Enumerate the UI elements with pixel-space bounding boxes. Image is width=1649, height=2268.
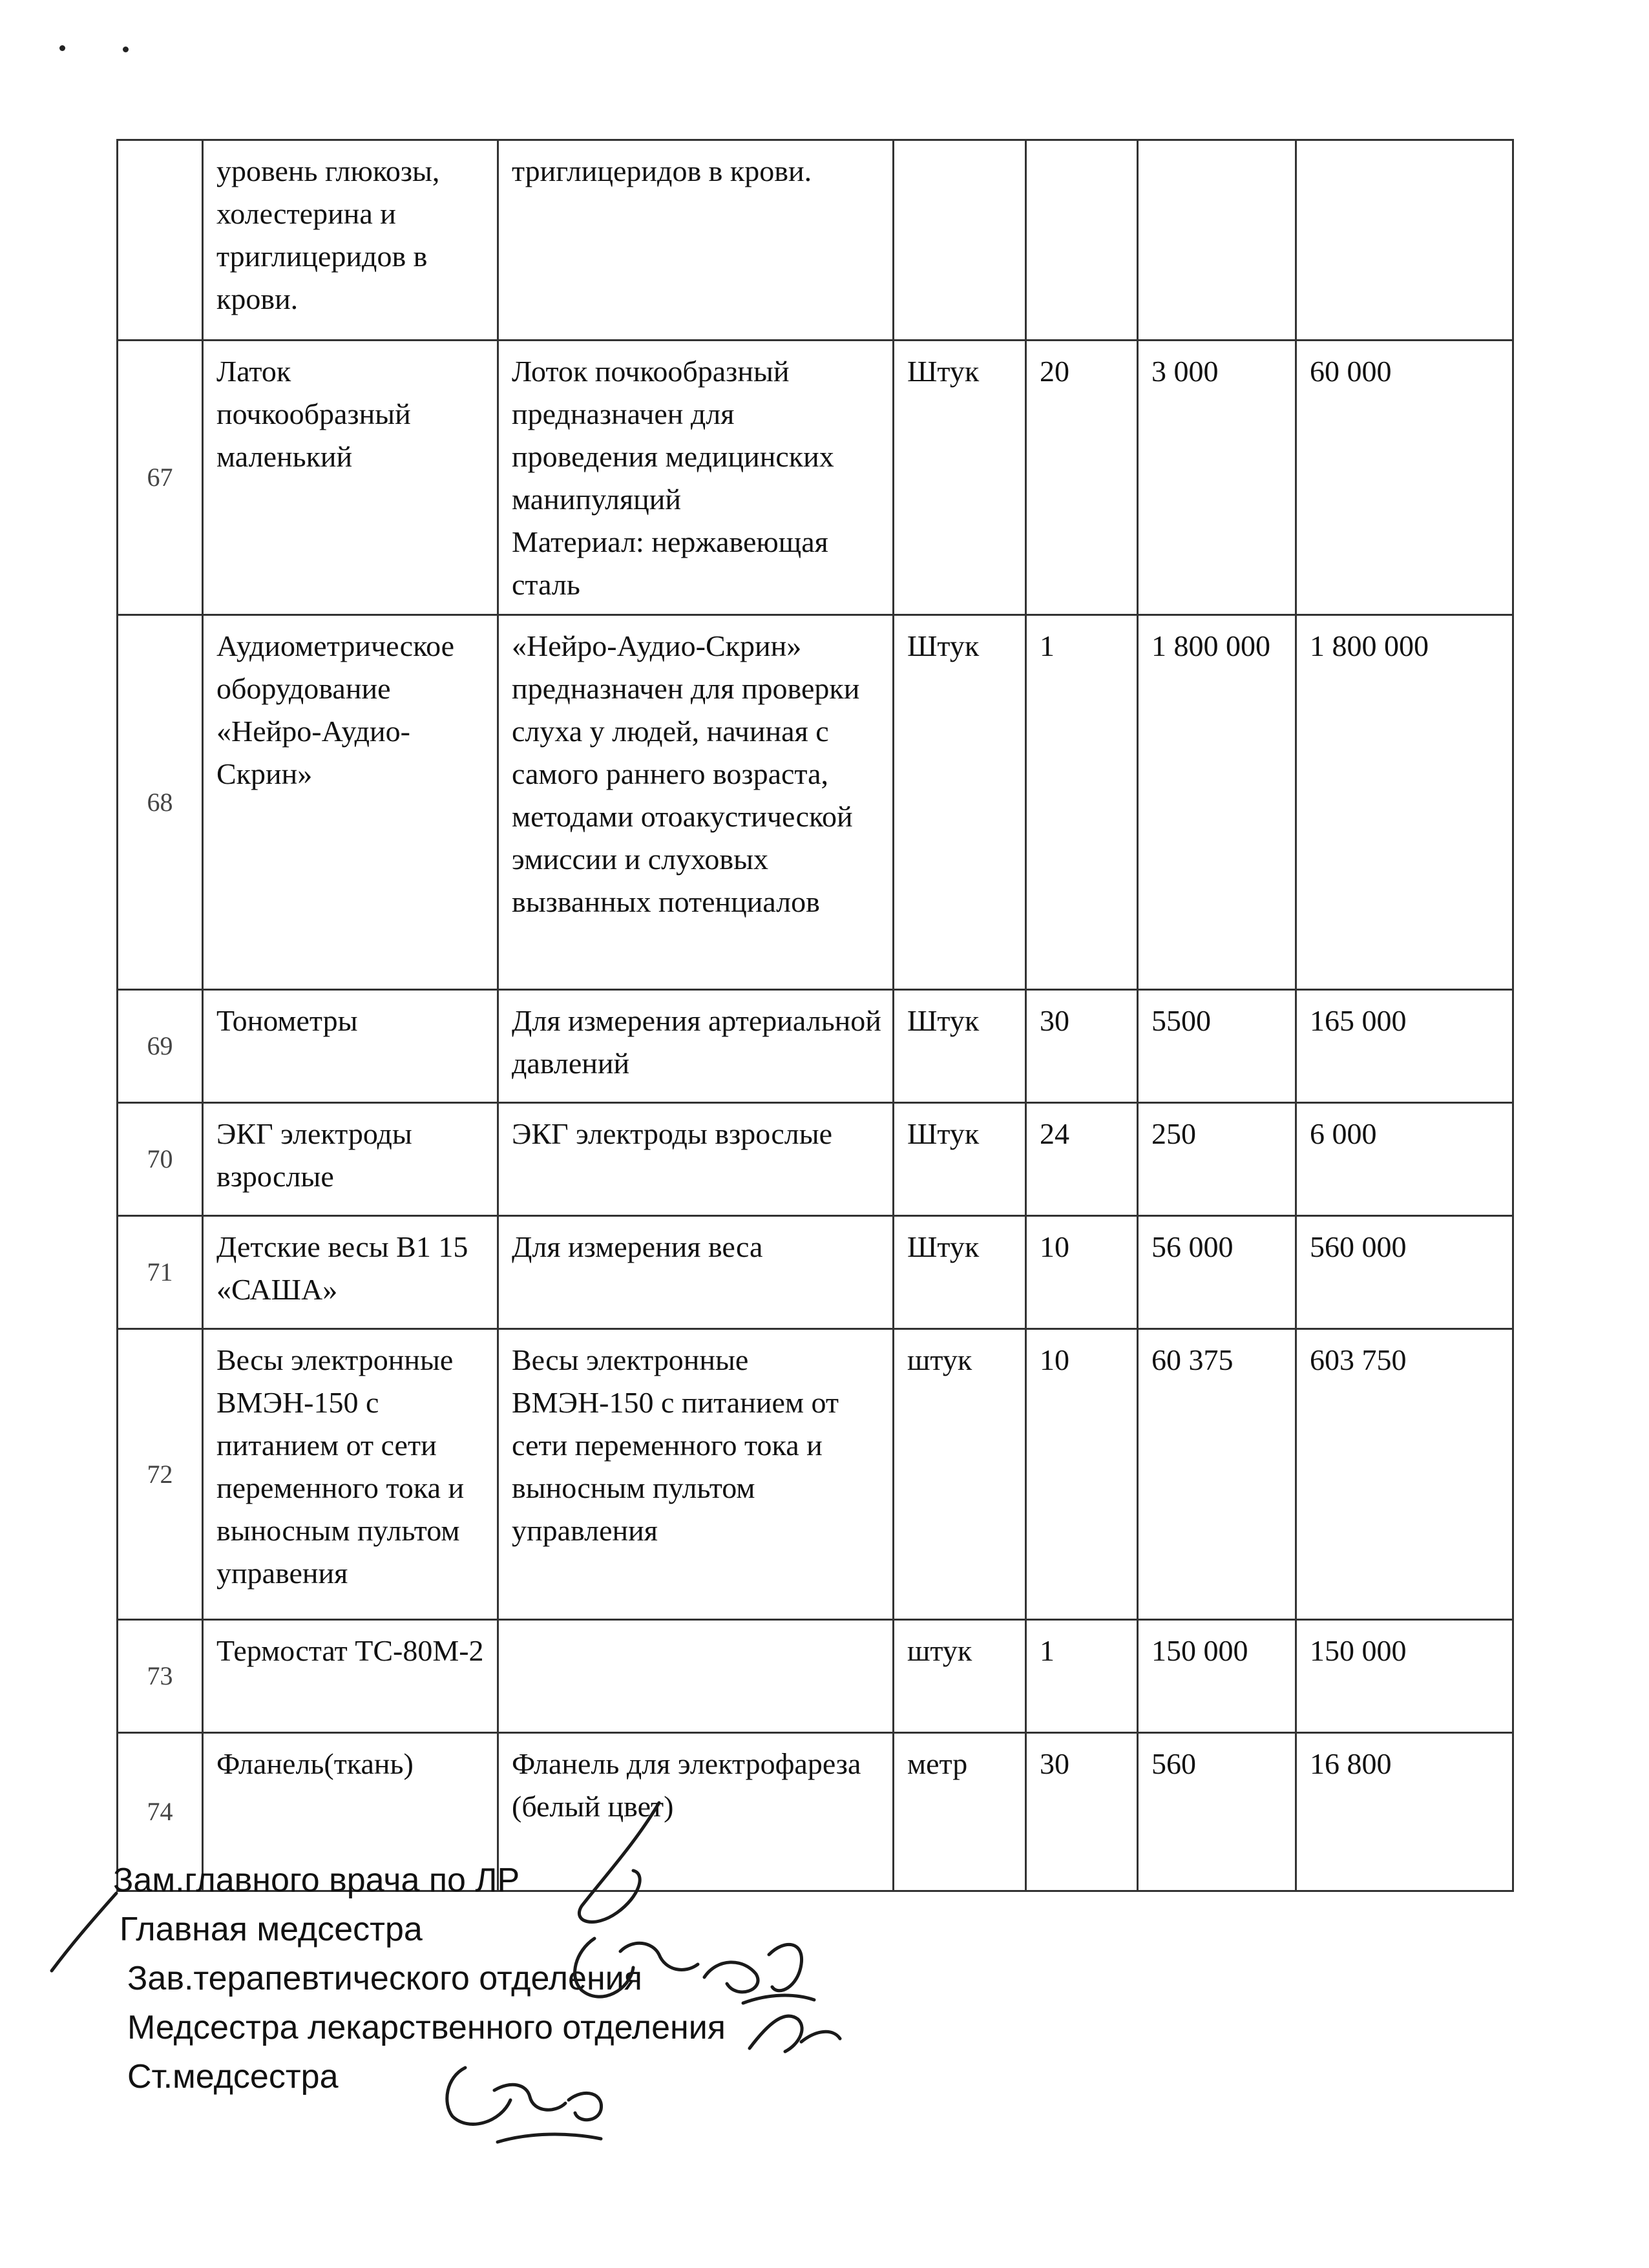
item-unit: штук bbox=[894, 1329, 1026, 1620]
table-row bbox=[118, 341, 1513, 615]
item-quantity: 1 bbox=[1026, 1620, 1138, 1733]
item-total bbox=[1296, 140, 1513, 341]
table-row bbox=[118, 1216, 1513, 1329]
item-name: уровень глюкозы, холестерина и триглицеридов в крови. bbox=[203, 140, 498, 341]
table-row bbox=[118, 1620, 1513, 1733]
item-name: Весы электронные ВМЭН-150 с питанием от сети переменного тока и выносным пультом управения bbox=[203, 1329, 498, 1620]
row-number: 70 bbox=[118, 1103, 203, 1216]
item-quantity: 20 bbox=[1026, 341, 1138, 615]
table-row bbox=[118, 990, 1513, 1103]
item-quantity: 10 bbox=[1026, 1329, 1138, 1620]
description-line: Материал: нержавеющая сталь bbox=[512, 525, 828, 601]
description-line: «Нейро-Аудио-Скрин» предназначен для проверки слуха у людей, начиная с самого раннего возраста, методами отоакустической эмиссии и слуховых вызванных потенциалов bbox=[512, 629, 860, 918]
item-quantity bbox=[1026, 140, 1138, 341]
item-quantity: 10 bbox=[1026, 1216, 1138, 1329]
row-number: 74 bbox=[118, 1733, 203, 1891]
item-description bbox=[498, 990, 894, 1103]
item-quantity: 30 bbox=[1026, 990, 1138, 1103]
signature-medication-nurse: Медсестра лекарственного отделения bbox=[127, 2009, 726, 2046]
item-name: Аудиометрическое оборудование «Нейро-Аудио-Скрин» bbox=[203, 615, 498, 990]
item-total: 560 000 bbox=[1296, 1216, 1513, 1329]
table-row bbox=[118, 615, 1513, 990]
item-description bbox=[498, 1620, 894, 1733]
item-unit: Штук bbox=[894, 1216, 1026, 1329]
item-description bbox=[498, 1103, 894, 1216]
row-number: 71 bbox=[118, 1216, 203, 1329]
table-row bbox=[118, 1329, 1513, 1620]
description-line: Весы электронные ВМЭН-150 с питанием от сети переменного тока и выносным пультом управления bbox=[512, 1343, 839, 1547]
item-total: 60 000 bbox=[1296, 341, 1513, 615]
item-price bbox=[1138, 140, 1296, 341]
item-description bbox=[498, 140, 894, 341]
item-unit: Штук bbox=[894, 990, 1026, 1103]
item-quantity: 24 bbox=[1026, 1103, 1138, 1216]
item-description bbox=[498, 1216, 894, 1329]
item-quantity: 1 bbox=[1026, 615, 1138, 990]
table-row bbox=[118, 1103, 1513, 1216]
item-name: Термостат ТС-80М-2 bbox=[203, 1620, 498, 1733]
item-name: Детские весы В1 15 «САША» bbox=[203, 1216, 498, 1329]
item-total: 165 000 bbox=[1296, 990, 1513, 1103]
signature-senior-nurse: Ст.медсестра bbox=[127, 2058, 339, 2095]
item-unit: Штук bbox=[894, 341, 1026, 615]
description-line: Для измерения веса bbox=[512, 1230, 763, 1263]
row-number: 68 bbox=[118, 615, 203, 990]
item-price: 1 800 000 bbox=[1138, 615, 1296, 990]
description-line: Лоток почкообразный предназначен для проведения медицинских манипуляций bbox=[512, 355, 834, 516]
supply-table bbox=[116, 139, 1514, 1892]
item-price: 60 375 bbox=[1138, 1329, 1296, 1620]
item-total: 6 000 bbox=[1296, 1103, 1513, 1216]
item-unit: штук bbox=[894, 1620, 1026, 1733]
item-price: 560 bbox=[1138, 1733, 1296, 1891]
row-number bbox=[118, 140, 203, 341]
description-line: триглицеридов в крови. bbox=[512, 154, 812, 187]
table-row bbox=[118, 140, 1513, 341]
item-unit: метр bbox=[894, 1733, 1026, 1891]
item-price: 250 bbox=[1138, 1103, 1296, 1216]
item-price: 56 000 bbox=[1138, 1216, 1296, 1329]
description-line: ЭКГ электроды взрослые bbox=[512, 1117, 833, 1150]
item-unit bbox=[894, 140, 1026, 341]
item-unit: Штук bbox=[894, 1103, 1026, 1216]
item-name: ЭКГ электроды взрослые bbox=[203, 1103, 498, 1216]
item-description bbox=[498, 341, 894, 615]
signature-head-nurse: Главная медсестра bbox=[120, 1911, 423, 1948]
item-quantity: 30 bbox=[1026, 1733, 1138, 1891]
row-number: 73 bbox=[118, 1620, 203, 1733]
item-name: Фланель(ткань) bbox=[203, 1733, 498, 1891]
item-price: 3 000 bbox=[1138, 341, 1296, 615]
signature-therapy-head: Зав.терапевтического отделения bbox=[127, 1960, 642, 1997]
item-total: 16 800 bbox=[1296, 1733, 1513, 1891]
row-number: 69 bbox=[118, 990, 203, 1103]
item-name: Тонометры bbox=[203, 990, 498, 1103]
description-line: Для измерения артериальной давлений bbox=[512, 1004, 881, 1080]
item-price: 150 000 bbox=[1138, 1620, 1296, 1733]
row-number: 72 bbox=[118, 1329, 203, 1620]
description-line: Фланель для электрофареза (белый цвет) bbox=[512, 1747, 861, 1823]
item-total: 1 800 000 bbox=[1296, 615, 1513, 990]
row-number: 67 bbox=[118, 341, 203, 615]
signature-block bbox=[113, 1856, 726, 2101]
signature-deputy-chief: Зам.главного врача по ЛР bbox=[113, 1862, 520, 1899]
item-description bbox=[498, 615, 894, 990]
item-price: 5500 bbox=[1138, 990, 1296, 1103]
item-description bbox=[498, 1329, 894, 1620]
item-unit: Штук bbox=[894, 615, 1026, 990]
item-name: Латок почкообразный маленький bbox=[203, 341, 498, 615]
item-total: 150 000 bbox=[1296, 1620, 1513, 1733]
item-total: 603 750 bbox=[1296, 1329, 1513, 1620]
